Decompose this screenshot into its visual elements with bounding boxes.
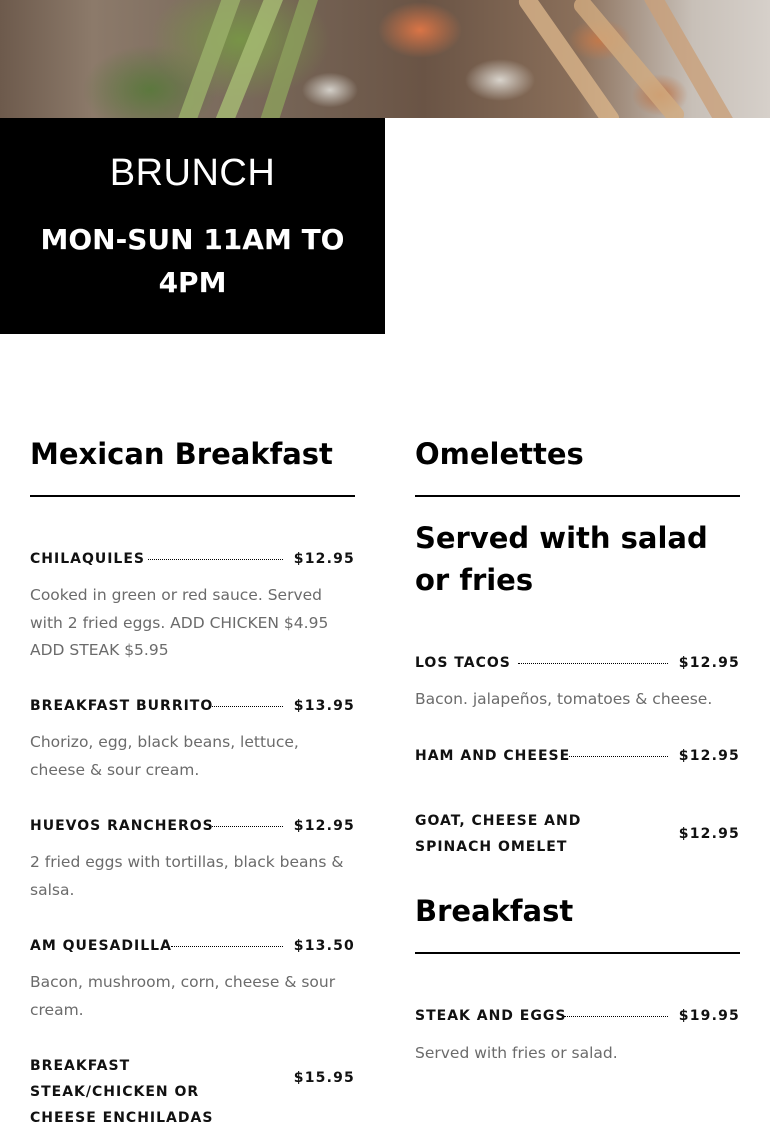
menu-item-name: CHILAQUILES — [30, 551, 146, 567]
menu-item-breakfast-enchiladas — [30, 1053, 355, 1126]
banner-hours: MON-SUN 11AM TO 4PM — [40, 223, 345, 299]
menu-item-description: Bacon. jalapeños, tomatoes & cheese. — [415, 690, 713, 708]
menu-item-price: $12.95 — [293, 551, 355, 567]
menu-item-am-quesadilla — [30, 933, 355, 959]
section-heading-omelettes: Omelettes — [415, 437, 584, 471]
price-leader — [564, 1016, 668, 1017]
menu-item-name: BREAKFAST STEAK/CHICKEN OR CHEESE ENCHILADAS — [30, 1058, 214, 1126]
price-leader — [569, 756, 668, 757]
section-heading-mexican-breakfast: Mexican Breakfast — [30, 437, 333, 471]
menu-item-price: $19.95 — [678, 1008, 740, 1024]
menu-item-description: Served with fries or salad. — [415, 1044, 618, 1062]
menu-item-description: 2 fried eggs with tortillas, black beans & salsa. — [30, 853, 344, 899]
menu-item-name: BREAKFAST BURRITO — [30, 698, 214, 714]
menu-item-description: Bacon, mushroom, corn, cheese & sour cream. — [30, 973, 336, 1019]
section-heading-breakfast: Breakfast — [415, 894, 574, 928]
menu-item-price: $12.95 — [678, 748, 740, 764]
menu-item-description: Cooked in green or red sauce. Served with 2 fried eggs. ADD CHICKEN $4.95 ADD STEAK $5.95 — [30, 586, 329, 659]
hero-food-image — [0, 0, 770, 118]
brunch-banner — [0, 118, 385, 334]
menu-item-name: AM QUESADILLA — [30, 938, 172, 954]
menu-item-price: $13.95 — [293, 698, 355, 714]
menu-item-name: LOS TACOS — [415, 655, 511, 671]
menu-item-name: GOAT, CHEESE AND SPINACH OMELET — [415, 813, 582, 855]
price-leader — [209, 826, 283, 827]
price-leader — [171, 946, 283, 947]
menu-item-name: STEAK AND EGGS — [415, 1008, 567, 1024]
section-subheading-omelettes: Served with salad or fries — [415, 521, 708, 597]
menu-item-description: Chorizo, egg, black beans, lettuce, cheese & sour cream. — [30, 733, 299, 779]
price-leader — [209, 706, 283, 707]
banner-title: BRUNCH — [109, 152, 276, 194]
menu-item-huevos-rancheros — [30, 813, 355, 839]
menu-item-ham-and-cheese — [415, 743, 740, 769]
price-leader — [148, 559, 283, 560]
price-leader — [518, 663, 668, 664]
section-divider — [30, 495, 355, 497]
menu-item-price: $13.50 — [293, 938, 355, 954]
menu-item-steak-and-eggs — [415, 1003, 740, 1029]
section-divider — [415, 495, 740, 497]
menu-item-goat-cheese-spinach-omelet — [415, 808, 740, 860]
menu-item-price: $12.95 — [678, 655, 740, 671]
menu-item-name: HUEVOS RANCHEROS — [30, 818, 214, 834]
menu-item-chilaquiles — [30, 546, 355, 572]
menu-item-price: $12.95 — [678, 826, 740, 842]
section-divider — [415, 952, 740, 954]
menu-item-name: HAM AND CHEESE — [415, 748, 571, 764]
menu-item-breakfast-burrito — [30, 693, 355, 719]
menu-item-price: $15.95 — [293, 1070, 355, 1086]
menu-item-los-tacos — [415, 650, 740, 676]
menu-item-price: $12.95 — [293, 818, 355, 834]
